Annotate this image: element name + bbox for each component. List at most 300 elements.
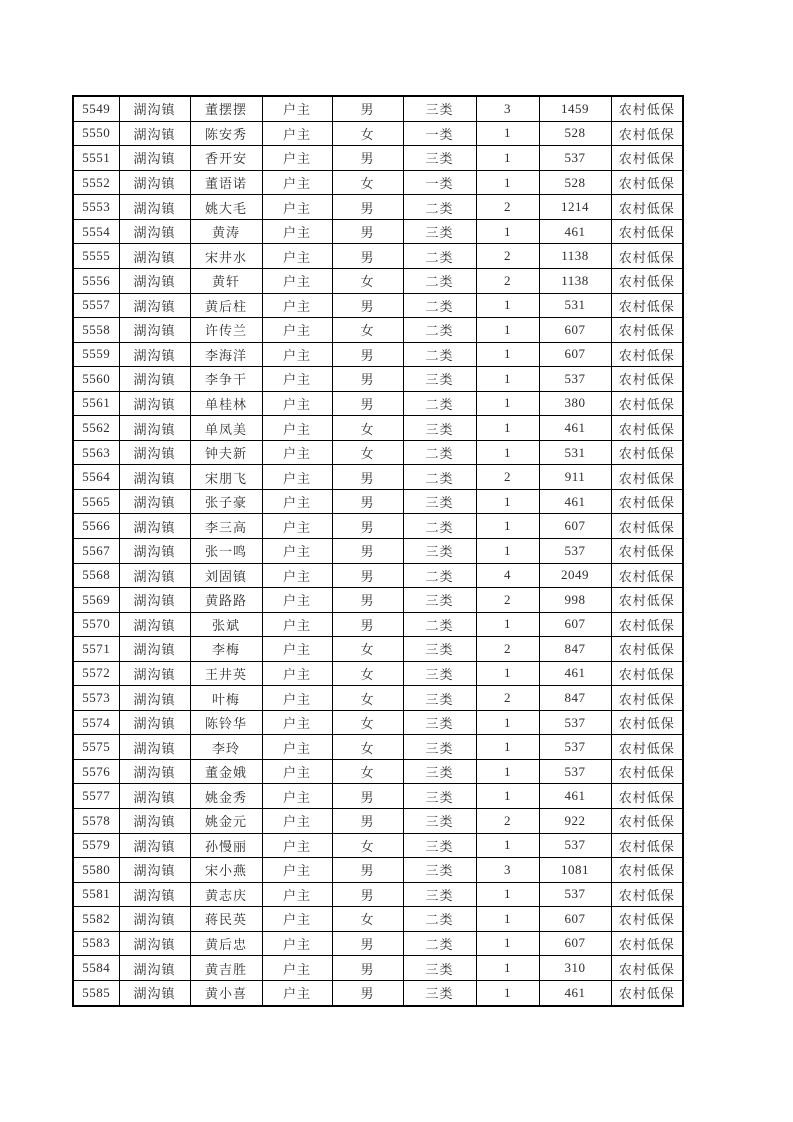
- cell-gender: 女: [332, 121, 403, 146]
- cell-town: 湖沟镇: [119, 588, 190, 613]
- cell-welfare-type: 农村低保: [611, 686, 683, 711]
- cell-welfare-type: 农村低保: [611, 759, 683, 784]
- cell-category: 二类: [403, 907, 476, 932]
- cell-relation: 户主: [262, 784, 332, 809]
- cell-town: 湖沟镇: [119, 170, 190, 195]
- cell-welfare-type: 农村低保: [611, 367, 683, 392]
- cell-amount: 922: [539, 808, 611, 833]
- cell-gender: 女: [332, 268, 403, 293]
- table-row: [73, 268, 683, 293]
- cell-category: 一类: [403, 121, 476, 146]
- cell-gender: 男: [332, 538, 403, 563]
- cell-welfare-type: 农村低保: [611, 538, 683, 563]
- cell-serial-no: 5563: [73, 440, 119, 465]
- cell-persons: 1: [476, 121, 539, 146]
- cell-welfare-type: 农村低保: [611, 931, 683, 956]
- cell-serial-no: 5574: [73, 710, 119, 735]
- cell-name: 许传兰: [190, 318, 262, 343]
- cell-name: 黄轩: [190, 268, 262, 293]
- cell-gender: 男: [332, 465, 403, 490]
- cell-town: 湖沟镇: [119, 293, 190, 318]
- table-row: [73, 907, 683, 932]
- cell-town: 湖沟镇: [119, 514, 190, 539]
- cell-amount: 528: [539, 121, 611, 146]
- cell-name: 王井英: [190, 661, 262, 686]
- cell-relation: 户主: [262, 588, 332, 613]
- cell-name: 叶梅: [190, 686, 262, 711]
- cell-name: 宋井水: [190, 244, 262, 269]
- cell-amount: 998: [539, 588, 611, 613]
- cell-town: 湖沟镇: [119, 735, 190, 760]
- cell-town: 湖沟镇: [119, 465, 190, 490]
- cell-serial-no: 5572: [73, 661, 119, 686]
- cell-relation: 户主: [262, 342, 332, 367]
- cell-town: 湖沟镇: [119, 416, 190, 441]
- cell-category: 二类: [403, 268, 476, 293]
- cell-serial-no: 5581: [73, 882, 119, 907]
- cell-gender: 女: [332, 416, 403, 441]
- cell-welfare-type: 农村低保: [611, 661, 683, 686]
- cell-serial-no: 5573: [73, 686, 119, 711]
- cell-name: 姚金元: [190, 808, 262, 833]
- cell-welfare-type: 农村低保: [611, 833, 683, 858]
- cell-persons: 1: [476, 293, 539, 318]
- cell-persons: 1: [476, 367, 539, 392]
- cell-welfare-type: 农村低保: [611, 465, 683, 490]
- cell-relation: 户主: [262, 440, 332, 465]
- cell-category: 三类: [403, 538, 476, 563]
- cell-persons: 2: [476, 268, 539, 293]
- cell-amount: 911: [539, 465, 611, 490]
- table-row: [73, 759, 683, 784]
- cell-welfare-type: 农村低保: [611, 882, 683, 907]
- cell-gender: 男: [332, 980, 403, 1006]
- cell-amount: 847: [539, 637, 611, 662]
- cell-welfare-type: 农村低保: [611, 612, 683, 637]
- cell-amount: 537: [539, 146, 611, 171]
- cell-amount: 607: [539, 514, 611, 539]
- cell-amount: 310: [539, 956, 611, 981]
- cell-town: 湖沟镇: [119, 538, 190, 563]
- table-row: [73, 342, 683, 367]
- cell-serial-no: 5566: [73, 514, 119, 539]
- cell-welfare-type: 农村低保: [611, 121, 683, 146]
- cell-welfare-type: 农村低保: [611, 637, 683, 662]
- cell-persons: 1: [476, 907, 539, 932]
- cell-welfare-type: 农村低保: [611, 710, 683, 735]
- cell-serial-no: 5565: [73, 489, 119, 514]
- table-row: [73, 956, 683, 981]
- cell-serial-no: 5552: [73, 170, 119, 195]
- cell-amount: 461: [539, 980, 611, 1006]
- cell-persons: 1: [476, 391, 539, 416]
- table-row: [73, 882, 683, 907]
- cell-name: 黄后柱: [190, 293, 262, 318]
- cell-serial-no: 5584: [73, 956, 119, 981]
- cell-town: 湖沟镇: [119, 146, 190, 171]
- cell-welfare-type: 农村低保: [611, 342, 683, 367]
- cell-relation: 户主: [262, 465, 332, 490]
- cell-relation: 户主: [262, 318, 332, 343]
- table-row: [73, 244, 683, 269]
- table-row: [73, 465, 683, 490]
- cell-persons: 2: [476, 244, 539, 269]
- cell-town: 湖沟镇: [119, 96, 190, 121]
- table-row: [73, 538, 683, 563]
- table-row: [73, 563, 683, 588]
- cell-serial-no: 5578: [73, 808, 119, 833]
- cell-welfare-type: 农村低保: [611, 170, 683, 195]
- cell-town: 湖沟镇: [119, 489, 190, 514]
- cell-serial-no: 5551: [73, 146, 119, 171]
- cell-town: 湖沟镇: [119, 661, 190, 686]
- cell-gender: 男: [332, 514, 403, 539]
- cell-gender: 男: [332, 588, 403, 613]
- cell-town: 湖沟镇: [119, 342, 190, 367]
- cell-gender: 男: [332, 489, 403, 514]
- cell-category: 三类: [403, 588, 476, 613]
- cell-amount: 2049: [539, 563, 611, 588]
- cell-name: 李梅: [190, 637, 262, 662]
- cell-persons: 3: [476, 858, 539, 883]
- cell-welfare-type: 农村低保: [611, 219, 683, 244]
- cell-serial-no: 5567: [73, 538, 119, 563]
- cell-gender: 女: [332, 833, 403, 858]
- cell-persons: 3: [476, 96, 539, 121]
- cell-name: 钟夫新: [190, 440, 262, 465]
- cell-relation: 户主: [262, 244, 332, 269]
- cell-persons: 1: [476, 980, 539, 1006]
- cell-amount: 461: [539, 416, 611, 441]
- table-row: [73, 588, 683, 613]
- cell-persons: 1: [476, 710, 539, 735]
- cell-serial-no: 5554: [73, 219, 119, 244]
- cell-gender: 女: [332, 710, 403, 735]
- cell-relation: 户主: [262, 808, 332, 833]
- cell-category: 三类: [403, 956, 476, 981]
- cell-persons: 2: [476, 808, 539, 833]
- cell-gender: 男: [332, 146, 403, 171]
- table-row: [73, 489, 683, 514]
- cell-welfare-type: 农村低保: [611, 588, 683, 613]
- table-row: [73, 391, 683, 416]
- cell-town: 湖沟镇: [119, 440, 190, 465]
- cell-category: 三类: [403, 808, 476, 833]
- cell-amount: 461: [539, 489, 611, 514]
- cell-category: 三类: [403, 489, 476, 514]
- cell-amount: 537: [539, 710, 611, 735]
- table-row: [73, 219, 683, 244]
- cell-serial-no: 5556: [73, 268, 119, 293]
- table-row: [73, 612, 683, 637]
- cell-welfare-type: 农村低保: [611, 808, 683, 833]
- cell-welfare-type: 农村低保: [611, 489, 683, 514]
- cell-category: 二类: [403, 195, 476, 220]
- cell-relation: 户主: [262, 858, 332, 883]
- cell-serial-no: 5564: [73, 465, 119, 490]
- cell-amount: 1138: [539, 244, 611, 269]
- cell-serial-no: 5561: [73, 391, 119, 416]
- cell-town: 湖沟镇: [119, 391, 190, 416]
- cell-persons: 1: [476, 612, 539, 637]
- table-row: [73, 808, 683, 833]
- cell-town: 湖沟镇: [119, 808, 190, 833]
- cell-amount: 1214: [539, 195, 611, 220]
- cell-town: 湖沟镇: [119, 980, 190, 1006]
- cell-welfare-type: 农村低保: [611, 956, 683, 981]
- cell-relation: 户主: [262, 661, 332, 686]
- cell-amount: 537: [539, 833, 611, 858]
- cell-gender: 男: [332, 342, 403, 367]
- cell-relation: 户主: [262, 735, 332, 760]
- cell-name: 黄吉胜: [190, 956, 262, 981]
- cell-name: 宋朋飞: [190, 465, 262, 490]
- cell-gender: 男: [332, 244, 403, 269]
- cell-persons: 2: [476, 465, 539, 490]
- cell-town: 湖沟镇: [119, 833, 190, 858]
- cell-gender: 男: [332, 931, 403, 956]
- cell-name: 张斌: [190, 612, 262, 637]
- cell-name: 单桂林: [190, 391, 262, 416]
- cell-persons: 1: [476, 440, 539, 465]
- cell-relation: 户主: [262, 637, 332, 662]
- cell-amount: 537: [539, 367, 611, 392]
- cell-gender: 男: [332, 858, 403, 883]
- cell-serial-no: 5569: [73, 588, 119, 613]
- cell-welfare-type: 农村低保: [611, 146, 683, 171]
- cell-relation: 户主: [262, 195, 332, 220]
- cell-category: 三类: [403, 735, 476, 760]
- table-row: [73, 637, 683, 662]
- table-row: [73, 170, 683, 195]
- table-row: [73, 293, 683, 318]
- cell-town: 湖沟镇: [119, 268, 190, 293]
- cell-persons: 1: [476, 931, 539, 956]
- cell-gender: 男: [332, 367, 403, 392]
- table-row: [73, 686, 683, 711]
- cell-category: 三类: [403, 759, 476, 784]
- cell-amount: 380: [539, 391, 611, 416]
- cell-name: 香开安: [190, 146, 262, 171]
- cell-category: 三类: [403, 637, 476, 662]
- cell-welfare-type: 农村低保: [611, 858, 683, 883]
- cell-category: 二类: [403, 293, 476, 318]
- cell-persons: 1: [476, 489, 539, 514]
- cell-town: 湖沟镇: [119, 907, 190, 932]
- cell-name: 张一鸣: [190, 538, 262, 563]
- cell-relation: 户主: [262, 170, 332, 195]
- cell-relation: 户主: [262, 268, 332, 293]
- cell-category: 二类: [403, 342, 476, 367]
- cell-serial-no: 5549: [73, 96, 119, 121]
- cell-serial-no: 5557: [73, 293, 119, 318]
- cell-relation: 户主: [262, 956, 332, 981]
- cell-category: 三类: [403, 416, 476, 441]
- cell-persons: 1: [476, 170, 539, 195]
- cell-amount: 528: [539, 170, 611, 195]
- cell-relation: 户主: [262, 882, 332, 907]
- cell-gender: 女: [332, 661, 403, 686]
- cell-category: 二类: [403, 931, 476, 956]
- cell-relation: 户主: [262, 219, 332, 244]
- cell-town: 湖沟镇: [119, 195, 190, 220]
- cell-category: 二类: [403, 391, 476, 416]
- cell-relation: 户主: [262, 489, 332, 514]
- cell-category: 二类: [403, 244, 476, 269]
- welfare-roster-table: [72, 95, 684, 1007]
- cell-name: 张子豪: [190, 489, 262, 514]
- cell-welfare-type: 农村低保: [611, 784, 683, 809]
- cell-amount: 537: [539, 759, 611, 784]
- cell-welfare-type: 农村低保: [611, 391, 683, 416]
- cell-serial-no: 5579: [73, 833, 119, 858]
- cell-town: 湖沟镇: [119, 121, 190, 146]
- cell-town: 湖沟镇: [119, 244, 190, 269]
- cell-name: 陈铃华: [190, 710, 262, 735]
- cell-category: 三类: [403, 784, 476, 809]
- cell-name: 黄后忠: [190, 931, 262, 956]
- cell-amount: 607: [539, 318, 611, 343]
- cell-serial-no: 5575: [73, 735, 119, 760]
- cell-name: 孙慢丽: [190, 833, 262, 858]
- cell-welfare-type: 农村低保: [611, 96, 683, 121]
- cell-persons: 4: [476, 563, 539, 588]
- cell-name: 董语诺: [190, 170, 262, 195]
- table-row: [73, 710, 683, 735]
- cell-persons: 1: [476, 219, 539, 244]
- cell-serial-no: 5568: [73, 563, 119, 588]
- cell-gender: 男: [332, 956, 403, 981]
- cell-persons: 1: [476, 759, 539, 784]
- cell-persons: 1: [476, 882, 539, 907]
- cell-gender: 男: [332, 96, 403, 121]
- table-row: [73, 735, 683, 760]
- cell-serial-no: 5559: [73, 342, 119, 367]
- cell-town: 湖沟镇: [119, 637, 190, 662]
- cell-persons: 2: [476, 686, 539, 711]
- cell-category: 一类: [403, 170, 476, 195]
- cell-relation: 户主: [262, 146, 332, 171]
- cell-name: 蒋民英: [190, 907, 262, 932]
- cell-category: 二类: [403, 318, 476, 343]
- cell-gender: 男: [332, 219, 403, 244]
- cell-gender: 女: [332, 318, 403, 343]
- cell-gender: 男: [332, 563, 403, 588]
- cell-serial-no: 5582: [73, 907, 119, 932]
- cell-persons: 1: [476, 318, 539, 343]
- cell-amount: 461: [539, 219, 611, 244]
- cell-serial-no: 5560: [73, 367, 119, 392]
- cell-town: 湖沟镇: [119, 882, 190, 907]
- table-row: [73, 96, 683, 121]
- cell-welfare-type: 农村低保: [611, 563, 683, 588]
- table-row: [73, 318, 683, 343]
- cell-category: 三类: [403, 219, 476, 244]
- cell-gender: 女: [332, 686, 403, 711]
- cell-serial-no: 5553: [73, 195, 119, 220]
- cell-name: 黄涛: [190, 219, 262, 244]
- table-row: [73, 195, 683, 220]
- cell-relation: 户主: [262, 759, 332, 784]
- cell-gender: 女: [332, 440, 403, 465]
- cell-gender: 女: [332, 907, 403, 932]
- cell-persons: 1: [476, 661, 539, 686]
- cell-gender: 女: [332, 637, 403, 662]
- cell-welfare-type: 农村低保: [611, 244, 683, 269]
- cell-welfare-type: 农村低保: [611, 293, 683, 318]
- cell-category: 二类: [403, 514, 476, 539]
- cell-welfare-type: 农村低保: [611, 735, 683, 760]
- cell-town: 湖沟镇: [119, 563, 190, 588]
- cell-amount: 531: [539, 440, 611, 465]
- cell-town: 湖沟镇: [119, 956, 190, 981]
- cell-amount: 537: [539, 882, 611, 907]
- table-row: [73, 121, 683, 146]
- cell-relation: 户主: [262, 980, 332, 1006]
- cell-name: 姚金秀: [190, 784, 262, 809]
- cell-amount: 1138: [539, 268, 611, 293]
- cell-serial-no: 5558: [73, 318, 119, 343]
- cell-persons: 1: [476, 833, 539, 858]
- cell-town: 湖沟镇: [119, 686, 190, 711]
- cell-name: 姚大毛: [190, 195, 262, 220]
- cell-amount: 461: [539, 661, 611, 686]
- cell-town: 湖沟镇: [119, 784, 190, 809]
- cell-welfare-type: 农村低保: [611, 440, 683, 465]
- cell-serial-no: 5577: [73, 784, 119, 809]
- cell-gender: 女: [332, 170, 403, 195]
- cell-amount: 1459: [539, 96, 611, 121]
- cell-relation: 户主: [262, 931, 332, 956]
- cell-persons: 2: [476, 588, 539, 613]
- cell-name: 李争干: [190, 367, 262, 392]
- cell-relation: 户主: [262, 514, 332, 539]
- cell-relation: 户主: [262, 833, 332, 858]
- table-row: [73, 367, 683, 392]
- cell-gender: 男: [332, 612, 403, 637]
- cell-gender: 女: [332, 759, 403, 784]
- cell-town: 湖沟镇: [119, 858, 190, 883]
- cell-category: 三类: [403, 980, 476, 1006]
- cell-name: 刘固镇: [190, 563, 262, 588]
- cell-category: 三类: [403, 710, 476, 735]
- table-row: [73, 858, 683, 883]
- cell-amount: 1081: [539, 858, 611, 883]
- table-body: [73, 96, 683, 1006]
- cell-name: 黄志庆: [190, 882, 262, 907]
- cell-serial-no: 5580: [73, 858, 119, 883]
- cell-persons: 2: [476, 195, 539, 220]
- cell-gender: 男: [332, 784, 403, 809]
- cell-amount: 537: [539, 538, 611, 563]
- cell-name: 黄路路: [190, 588, 262, 613]
- cell-relation: 户主: [262, 367, 332, 392]
- cell-category: 三类: [403, 686, 476, 711]
- cell-gender: 男: [332, 808, 403, 833]
- cell-relation: 户主: [262, 563, 332, 588]
- cell-name: 宋小燕: [190, 858, 262, 883]
- cell-category: 二类: [403, 440, 476, 465]
- cell-serial-no: 5576: [73, 759, 119, 784]
- cell-relation: 户主: [262, 416, 332, 441]
- cell-category: 二类: [403, 612, 476, 637]
- cell-serial-no: 5550: [73, 121, 119, 146]
- cell-town: 湖沟镇: [119, 931, 190, 956]
- cell-serial-no: 5583: [73, 931, 119, 956]
- cell-town: 湖沟镇: [119, 612, 190, 637]
- table-row: [73, 661, 683, 686]
- cell-name: 李海洋: [190, 342, 262, 367]
